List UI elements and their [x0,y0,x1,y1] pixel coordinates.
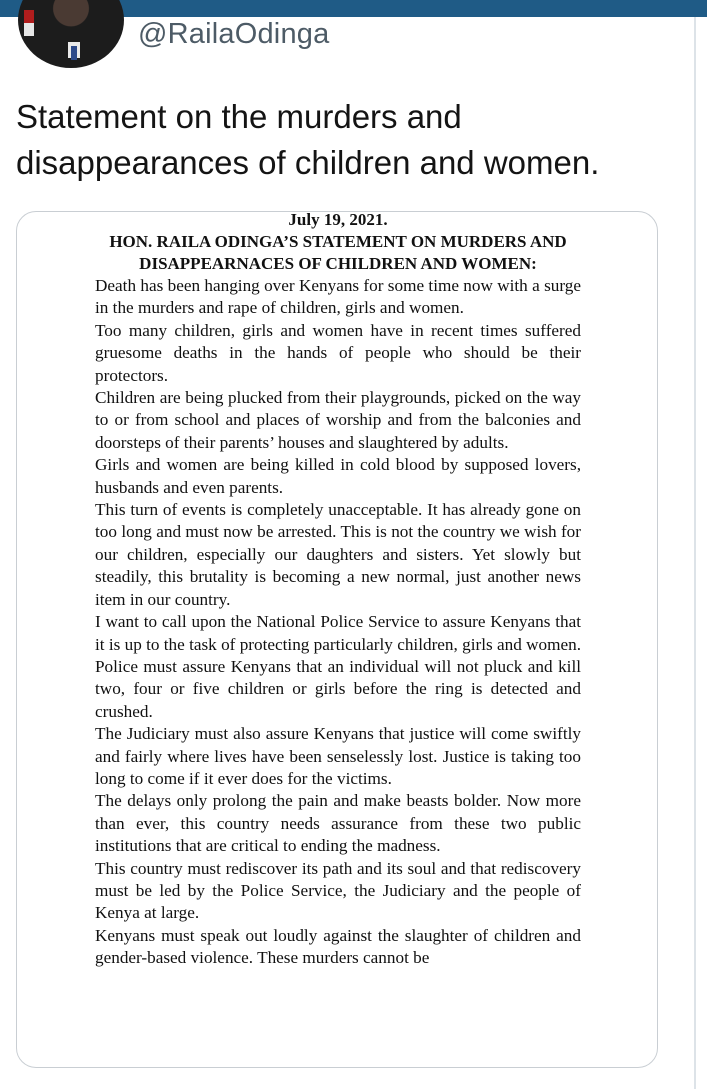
document-body [95,275,581,970]
document-paragraph: Kenyans must speak out loudly against the slaughter of children and gender-based violence. These murders cannot be [95,925,581,968]
document-paragraph: I want to call upon the National Police Service to assure Kenyans that it is up to the task of protecting particularly children, girls and women. Police must assure Kenyans that an individual will not pluck and kill two, four or five children or girls before the ring is detected and crushed. [95,612,581,721]
user-handle[interactable]: @RailaOdinga [138,18,330,50]
document-paragraph: Too many children, girls and women have in recent times suffered gruesome deaths in the hands of people who should be their protectors. [95,320,581,385]
document-date: July 19, 2021. [288,211,388,229]
document-paragraph: Death has been hanging over Kenyans for some time now with a surge in the murders and rape of children, girls and women. [95,276,581,318]
document-paragraph: Children are being plucked from their playgrounds, picked on the way to or from school and places of worship and from the balconies and doorsteps of their parents’ houses and slaughtered by adults. [95,388,581,452]
document-paragraph: This turn of events is completely unacceptable. It has already gone on too long and must now be arrested. This is not the country we wish for our children, especially our daughters and sisters. Yet slowly but steadily, this brutality is becoming a new normal, just another news item in our country. [95,500,581,609]
document-paragraph: The delays only prolong the pain and make beasts bolder. Now more than ever, this country needs assurance from these two public institutions that are critical to ending the madness. [95,791,581,856]
attached-image-card[interactable] [16,211,658,1068]
statement-document [95,212,581,970]
flag-icon [24,10,34,36]
column-divider [694,17,696,1089]
tweet-text: Statement on the murders and disappearances of children and women. [16,98,600,181]
document-paragraph: Girls and women are being killed in cold blood by supposed lovers, husbands and even parents. [95,455,581,497]
document-title: HON. RAILA ODINGA’S STATEMENT ON MURDERS AND DISAPPEARNACES OF CHILDREN AND WOMEN: [109,232,567,273]
avatar[interactable] [18,0,124,68]
tie-icon [71,46,77,60]
document-paragraph: The Judiciary must also assure Kenyans that justice will come swiftly and fairly where lives have been senselessly lost. Justice is taking too long to come if it ever does for the victims. [95,724,581,788]
document-paragraph: This country must rediscover its path and its soul and that rediscovery must be led by the Police Service, the Judiciary and the people of Kenya at large. [95,858,581,923]
